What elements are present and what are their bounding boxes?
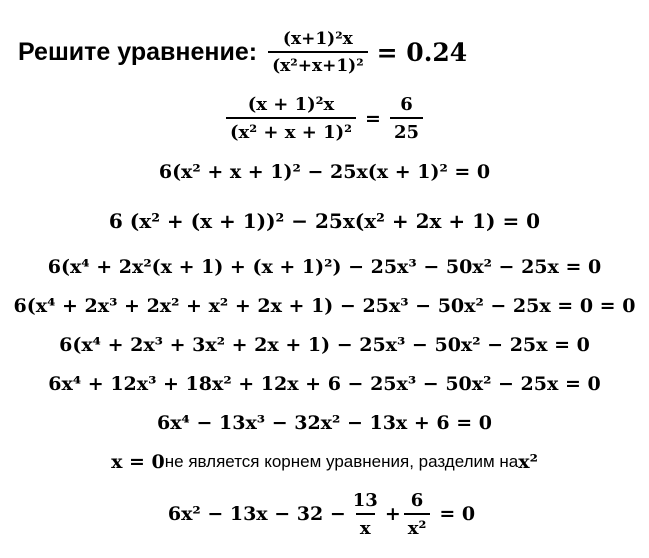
rhs-fraction-numerator: 6 <box>400 94 413 115</box>
equation-line-2: 6(x² + x + 1)² − 25x(x + 1)² = 0 <box>158 161 491 183</box>
problem-fraction <box>268 29 368 76</box>
final-tail: = 0 <box>439 503 476 525</box>
division-note <box>0 450 649 474</box>
problem-fraction-numerator: (x+1)²x <box>282 28 353 49</box>
equals-sign: = <box>365 107 381 130</box>
problem-statement <box>18 24 467 80</box>
final-part-1: 6x² − 13x − 32 − <box>167 503 346 525</box>
equation-line-3: 6 (x² + (x + 1))² − 25x(x² + 2x + 1) = 0 <box>108 209 541 233</box>
note-lead-math: x = 0 <box>111 451 165 473</box>
equation-line-8: 6x⁴ − 13x³ − 32x² − 13x + 6 = 0 <box>156 412 492 434</box>
equation-line-7: 6x⁴ + 12x³ + 18x² + 12x + 6 − 25x³ − 50x² − 25x = 0 <box>48 373 601 395</box>
lhs-fraction-numerator: (x + 1)²x <box>247 94 335 115</box>
final-plus: + <box>384 503 401 525</box>
final-fraction-2-denominator: x² <box>404 513 431 539</box>
final-fraction-1 <box>349 490 382 539</box>
problem-fraction-denominator: (x²+x+1)² <box>268 51 368 76</box>
equation-line-5: 6(x⁴ + 2x³ + 2x² + x² + 2x + 1) − 25x³ − 50x² − 25x = 0 = 0 <box>13 295 636 317</box>
lhs-fraction-denominator: (x² + x + 1)² <box>226 117 356 143</box>
note-text: не является корнем уравнения, разделим на <box>164 452 519 471</box>
equation-line-4: 6(x⁴ + 2x²(x + 1) + (x + 1)²) − 25x³ − 50x² − 25x = 0 <box>47 256 602 278</box>
rhs-fraction-denominator: 25 <box>390 117 423 143</box>
final-fraction-2 <box>404 490 431 539</box>
final-fraction-1-denominator: x <box>356 513 375 539</box>
equation-line-6: 6(x⁴ + 2x³ + 3x² + 2x + 1) − 25x³ − 50x² − 25x = 0 <box>59 334 590 356</box>
equation-line-final <box>0 486 649 542</box>
note-tail-math: x² <box>518 451 538 473</box>
equation-line-1 <box>0 94 649 143</box>
problem-label: Решите уравнение: <box>18 37 258 66</box>
rhs-fraction <box>390 94 423 143</box>
final-fraction-2-numerator: 6 <box>410 489 424 511</box>
problem-rhs: = 0.24 <box>376 37 468 67</box>
final-fraction-1-numerator: 13 <box>352 489 378 511</box>
lhs-fraction <box>226 94 356 143</box>
